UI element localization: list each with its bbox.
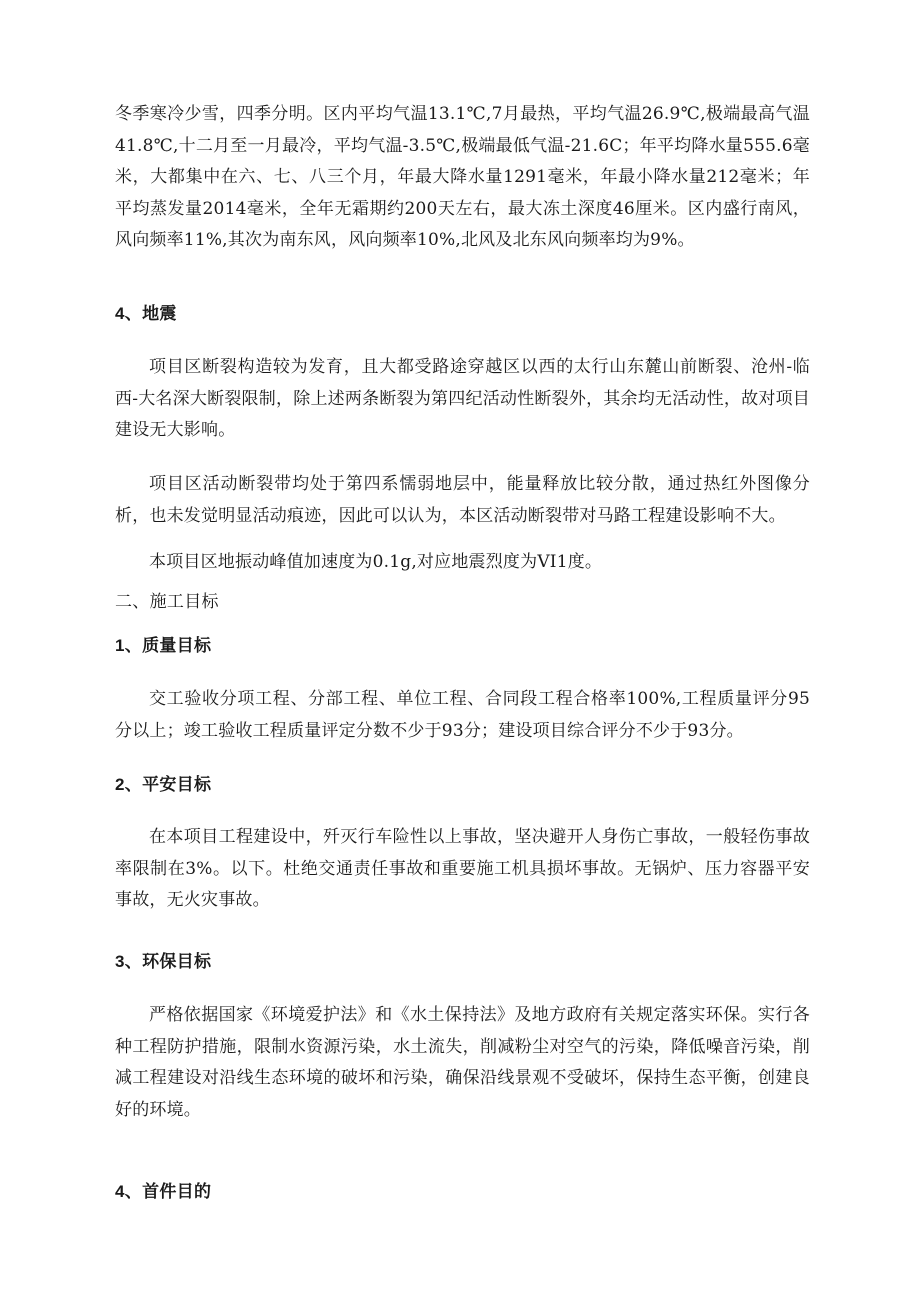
earthquake-paragraph-3: 本项目区地振动峰值加速度为0.1g,对应地震烈度为VI1度。 (149, 552, 603, 572)
quality-heading-number: 1 (115, 636, 125, 655)
environment-heading (115, 950, 211, 974)
earthquake-heading (115, 302, 177, 326)
quality-heading (115, 634, 211, 658)
first-piece-heading-number: 4 (115, 1182, 125, 1201)
safety-paragraph: 在本项目工程建设中，歼灭行车险性以上事故，坚决避开人身伤亡事故，一般轻伤事故率限制在3%。以下。杜绝交通责任事故和重要施工机具损坏事故。无锅炉、压力容器平安事故，无火灾事故。 (115, 827, 810, 910)
earthquake-heading-title: 、地震 (124, 304, 177, 324)
quality-heading-title: 、质量目标 (124, 636, 212, 656)
climate-paragraph: 冬季寒冷少雪，四季分明。区内平均气温13.1℃,7月最热，平均气温26.9℃,极端最高气温41.8℃,十二月至一月最冷，平均气温-3.5℃,极端最低气温-21.6C；年平均降水量555.6毫米，大都集中在六、七、八三个月，年最大降水量1291毫米，年最小降水量212毫米；年平均蒸发量2014毫米，全年无霜期约200天左右，最大冻土深度46厘米。区内盛行南风，风向频率11%,其次为南东风，风向频率10%,北风及北东风向频率均为9%。 (115, 104, 810, 250)
safety-heading-number: 2 (115, 775, 125, 794)
quality-paragraph: 交工验收分项工程、分部工程、单位工程、合同段工程合格率100%,工程质量评分95分以上；竣工验收工程质量评定分数不少于93分；建设项目综合评分不少于93分。 (115, 689, 810, 741)
earthquake-paragraph-2: 项目区活动断裂带均处于第四系懦弱地层中，能量释放比较分散，通过热红外图像分析，也未发觉明显活动痕迹，因此可以认为，本区活动断裂带对马路工程建设影响不大。 (115, 474, 810, 526)
environment-paragraph: 严格依据国家《环境爱护法》和《水土保持法》及地方政府有关规定落实环保。实行各种工程防护措施，限制水资源污染，水土流失，削减粉尘对空气的污染，降低噪音污染，削减工程建设对沿线生态环境的破坏和污染，确保沿线景观不受破坏，保持生态平衡，创建良好的环境。 (115, 1005, 810, 1120)
environment-heading-number: 3 (115, 952, 125, 971)
safety-heading (115, 773, 211, 797)
section-2-heading: 二、施工目标 (115, 592, 219, 612)
earthquake-paragraph-1: 项目区断裂构造较为发育，且大都受路途穿越区以西的太行山东麓山前断裂、沧州-临西-大名深大断裂限制，除上述两条断裂为第四纪活动性断裂外，其余均无活动性，故对项目建设无大影响。 (115, 357, 810, 440)
environment-heading-title: 、环保目标 (124, 952, 212, 972)
earthquake-heading-number: 4 (115, 304, 125, 323)
safety-heading-title: 、平安目标 (124, 775, 212, 795)
first-piece-heading-title: 、首件目的 (124, 1182, 212, 1202)
first-piece-heading (115, 1180, 211, 1204)
